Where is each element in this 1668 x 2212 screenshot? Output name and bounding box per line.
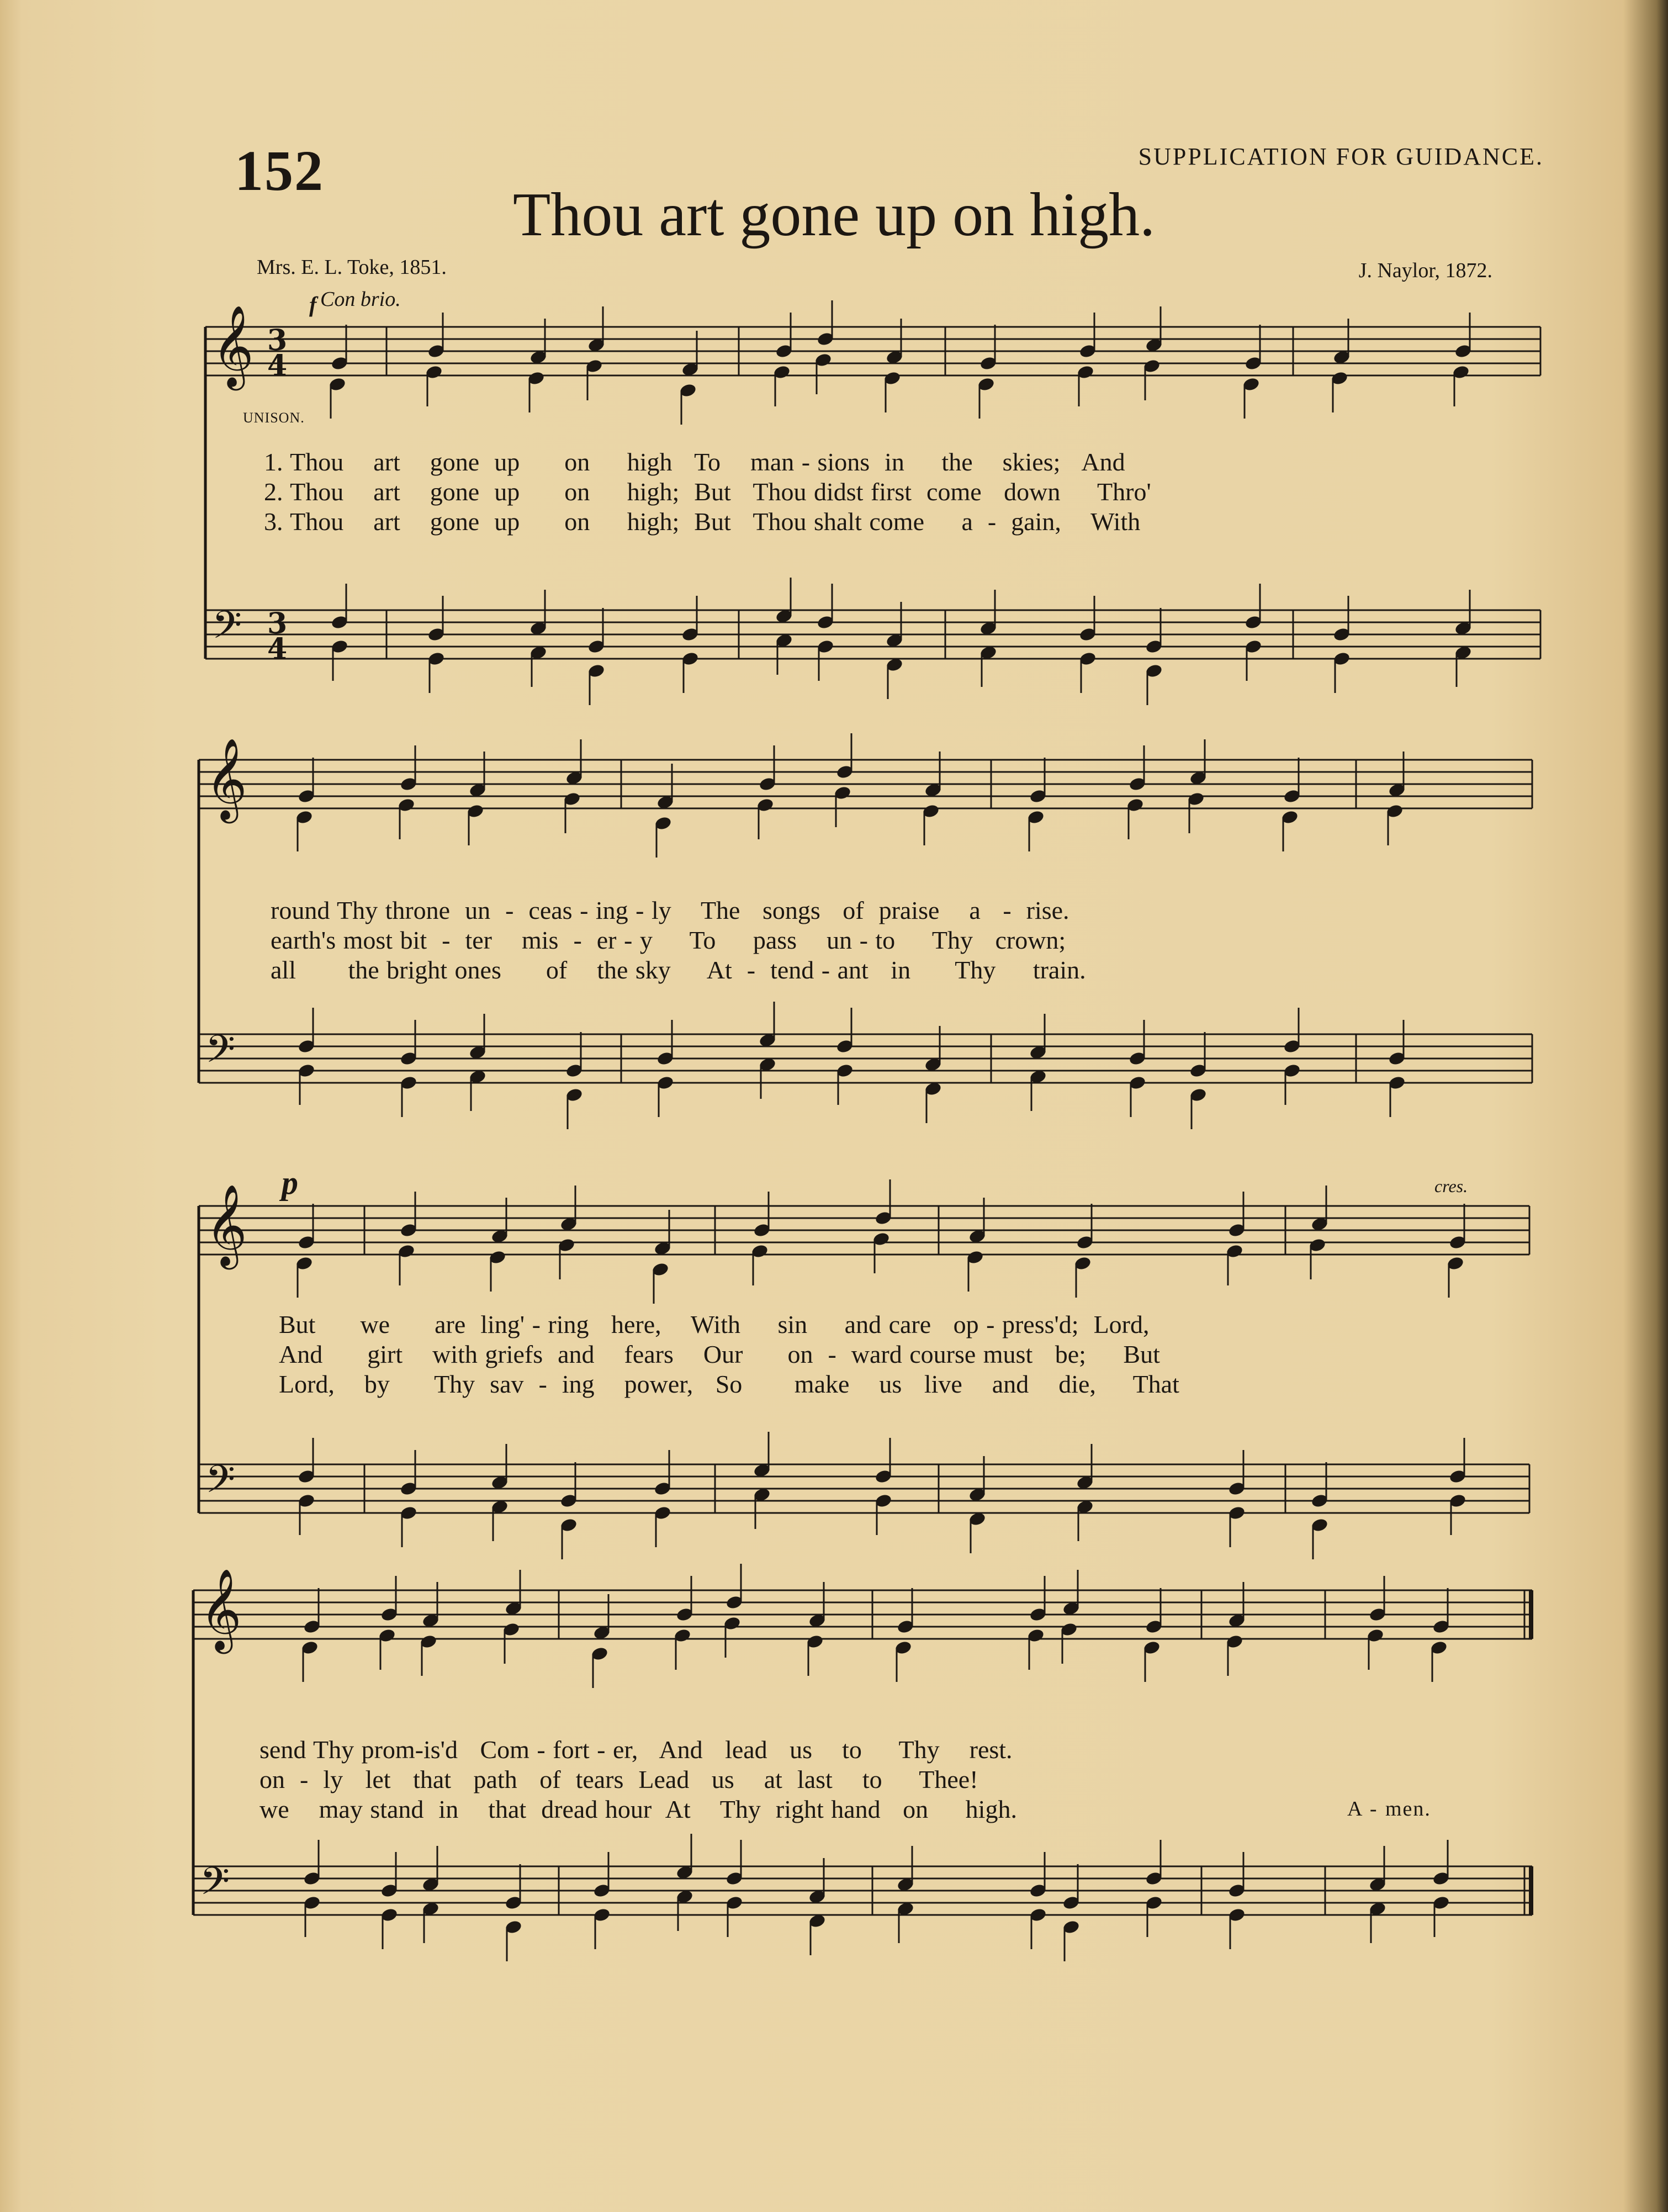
lyric-line: 3. Thou art gone up on high; But Thou shalt come a - gain, With	[264, 507, 1141, 536]
lyric-line: Lord, by Thy sav - ing power, So make us live and die, That	[279, 1370, 1179, 1398]
treble-clef-icon: 𝄞	[200, 1568, 242, 1650]
treble-clef-icon: 𝄞	[205, 1184, 247, 1266]
time-signature-bottom: 4	[267, 632, 288, 666]
treble-clef-icon: 𝄞	[212, 305, 254, 387]
category-heading: SUPPLICATION FOR GUIDANCE.	[1138, 143, 1544, 170]
lyric-line: And girt with griefs and fears Our on - ward course must be; But	[279, 1340, 1160, 1368]
tempo-marking: Con brio.	[320, 288, 401, 311]
lyric-line: 2. Thou art gone up on high; But Thou didst first come down Thro'	[264, 478, 1151, 506]
composer-credit: J. Naylor, 1872.	[1358, 259, 1492, 282]
lyric-line: on - ly let that path of tears Lead us at last to Thee!	[260, 1765, 978, 1793]
bass-clef-icon: 𝄢	[205, 1026, 236, 1081]
time-signature-top: 3	[267, 607, 288, 641]
unison-label: UNISON.	[243, 410, 305, 426]
author-credit: Mrs. E. L. Toke, 1851.	[257, 256, 447, 279]
hymn-number: 152	[235, 139, 324, 203]
dynamic-crescendo: cres.	[1434, 1176, 1468, 1196]
bass-clef-icon: 𝄢	[200, 1859, 230, 1913]
dynamic-forte: f	[309, 292, 317, 317]
time-signature-top: 3	[267, 324, 288, 357]
lyric-line: send Thy prom-is'd Com - fort - er, And lead us to Thy rest.	[260, 1735, 1013, 1764]
bass-clef-icon: 𝄢	[205, 1457, 236, 1511]
dynamic-piano: p	[282, 1165, 298, 1201]
bass-clef-icon: 𝄢	[212, 602, 242, 657]
lyric-line: we may stand in that dread hour At Thy right hand on high.	[260, 1795, 1017, 1823]
hymn-title: Thou art gone up on high.	[512, 181, 1156, 249]
lyric-line: all the bright ones of the sky At - tend - ant in Thy train.	[271, 956, 1086, 984]
final-bar-thick	[1529, 1866, 1533, 1915]
lyric-line: round Thy throne un - ceas - ing - ly The songs of praise a - rise.	[271, 896, 1069, 924]
final-bar-thick	[1529, 1590, 1533, 1639]
time-signature-bottom: 4	[267, 349, 288, 383]
lyric-line: 1. Thou art gone up on high To man - sions in the skies; And	[264, 448, 1125, 476]
treble-clef-icon: 𝄞	[205, 738, 247, 820]
amen-label: A - men.	[1347, 1797, 1431, 1821]
lyric-line: But we are ling' - ring here, With sin and care op - press'd; Lord,	[279, 1310, 1150, 1338]
lyric-line: earth's most bit - ter mis - er - y To pass un - to Thy crown;	[271, 926, 1066, 954]
